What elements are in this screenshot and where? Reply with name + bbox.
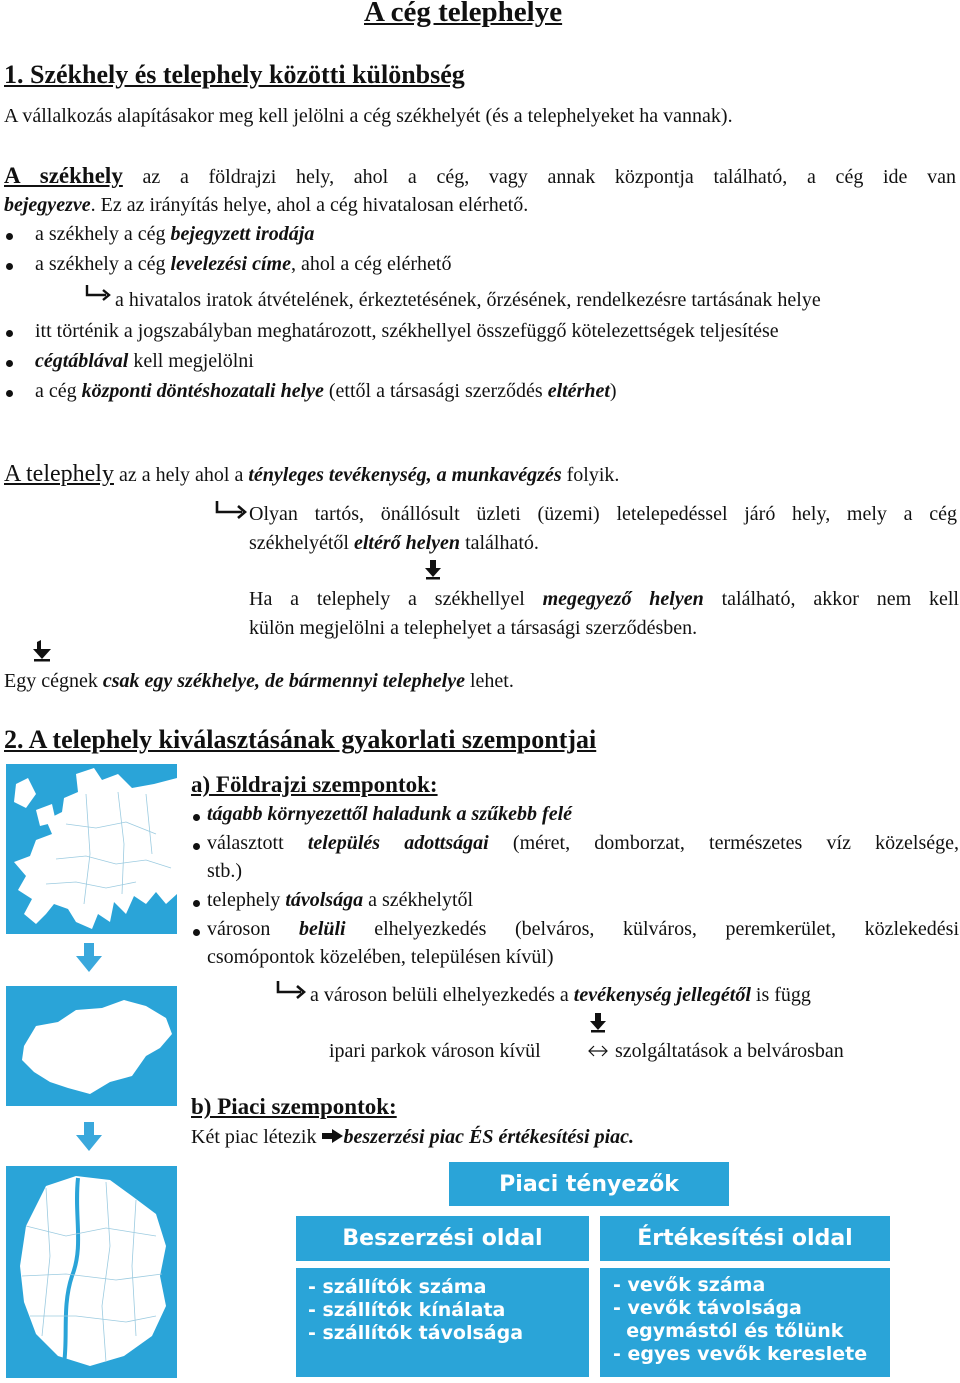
section1-heading: 1. Székhely és telephely közötti különbség	[4, 60, 465, 89]
page-title: A cég telephelye	[364, 0, 563, 28]
site-note-l1: Olyan tartós, önállósult üzleti (üzemi) letelepedéssel járó hely, mely a cég	[249, 503, 957, 525]
bullet	[6, 233, 13, 240]
market-intro: Két piac létezik beszerzési piac ÉS értékesítési piac.	[191, 1126, 635, 1148]
bullet	[193, 843, 200, 850]
bullet	[193, 814, 200, 821]
seat-bullet-2: a székhely a cég levelezési címe, ahol a cég elérhető	[35, 253, 452, 275]
seat-bullet-1: a székhely a cég bejegyzett irodája	[35, 223, 315, 245]
corner-arrow-icon	[84, 284, 112, 307]
down-arrow-icon	[590, 1013, 606, 1038]
services-downtown: szolgáltatások a belvárosban	[615, 1040, 844, 1062]
industrial-parks: ipari parkok városon kívül	[329, 1040, 541, 1062]
geo-bullet-2-l2: stb.)	[207, 860, 242, 882]
list-item: - egyes vevők kereslete	[613, 1343, 868, 1365]
geo-bullet-1: tágabb környezettől haladunk a szűkebb felé	[207, 803, 573, 825]
intro-text: A vállalkozás alapításakor meg kell jelölni a cég székhelyét (és a telephelyeket ha vannak).	[4, 105, 733, 127]
sourcing-side-title: Beszerzési oldal	[296, 1216, 589, 1261]
double-arrow-icon	[588, 1044, 608, 1063]
bullet	[193, 929, 200, 936]
budapest-map	[6, 1166, 177, 1378]
hungary-map	[6, 986, 177, 1106]
section2-heading: 2. A telephely kiválasztásának gyakorlati szempontjai	[4, 725, 597, 754]
market-heading: b) Piaci szempontok:	[191, 1094, 397, 1119]
bullet	[6, 360, 13, 367]
sourcing-side-list	[296, 1268, 589, 1377]
right-arrow-icon	[322, 1126, 344, 1149]
list-item: - szállítók száma	[308, 1276, 487, 1298]
site-term: A telephely	[4, 461, 114, 487]
down-arrow-icon	[76, 943, 102, 978]
geo-heading: a) Földrajzi szempontok:	[191, 772, 438, 797]
same-place-l1: Ha a telephely a székhellyel megegyező helyen található, akkor nem kell	[249, 588, 959, 610]
market-factors-title: Piaci tényezők	[449, 1162, 729, 1206]
list-item: - szállítók távolsága	[308, 1322, 524, 1344]
seat-bullet-3: itt történik a jogszabályban meghatározott, székhellyel összefüggő kötelezettségek teljesítése	[35, 320, 779, 342]
geo-bullet-4: városon belüli elhelyezkedés (belváros, külváros, peremkerület, közlekedési	[207, 918, 959, 940]
list-item: - vevők száma	[613, 1274, 766, 1296]
down-arrow-icon	[33, 640, 53, 667]
europe-map	[6, 764, 177, 934]
seat-definition-l2: bejegyezve. Ez az irányítás helye, ahol a cég hivatalosan elérhető.	[4, 194, 529, 216]
geo-note: a városon belüli elhelyezkedés a tevékenység jellegétől is függ	[310, 984, 811, 1006]
conclusion: Egy cégnek csak egy székhelye, de bármennyi telephelye lehet.	[4, 670, 514, 692]
seat-bullet-4: cégtáblával kell megjelölni	[35, 350, 254, 372]
seat-bullet-5: a cég központi döntéshozatali helye (ettől a társasági szerződés eltérhet)	[35, 380, 617, 402]
seat-subnote: a hivatalos iratok átvételének, érkeztetésének, őrzésének, rendelkezésre tartásának helye	[115, 289, 821, 311]
list-item: egymástól és tőlünk	[613, 1320, 844, 1342]
bullet	[6, 390, 13, 397]
list-item: - szállítók kínálata	[308, 1299, 506, 1321]
geo-bullet-3: telephely távolsága a székhelytől	[207, 889, 474, 911]
geo-bullet-2: választott település adottságai (méret, domborzat, természetes víz közelsége,	[207, 832, 960, 854]
down-arrow-icon	[76, 1122, 102, 1157]
site-definition: A telephely az a hely ahol a tényleges tevékenység, a munkavégzés folyik.	[4, 461, 620, 487]
sales-side-list	[600, 1268, 890, 1377]
bullet	[193, 900, 200, 907]
corner-arrow-icon	[214, 500, 248, 525]
bullet	[6, 330, 13, 337]
list-item: - vevők távolsága	[613, 1297, 802, 1319]
corner-arrow-icon	[275, 980, 307, 1005]
down-arrow-icon	[425, 560, 441, 585]
seat-term: A székhely	[4, 163, 123, 188]
bullet	[6, 263, 13, 270]
site-note-l2: székhelyétől eltérő helyen található.	[249, 532, 539, 554]
geo-bullet-4-l2: csomópontok közelében, településen kívül)	[207, 946, 554, 968]
seat-definition: A székhely az a földrajzi hely, ahol a cég, vagy annak központja található, a cég ide van	[4, 163, 956, 188]
same-place-l2: külön megjelölni a telephelyet a társasági szerződésben.	[249, 617, 698, 639]
sales-side-title: Értékesítési oldal	[600, 1216, 890, 1261]
